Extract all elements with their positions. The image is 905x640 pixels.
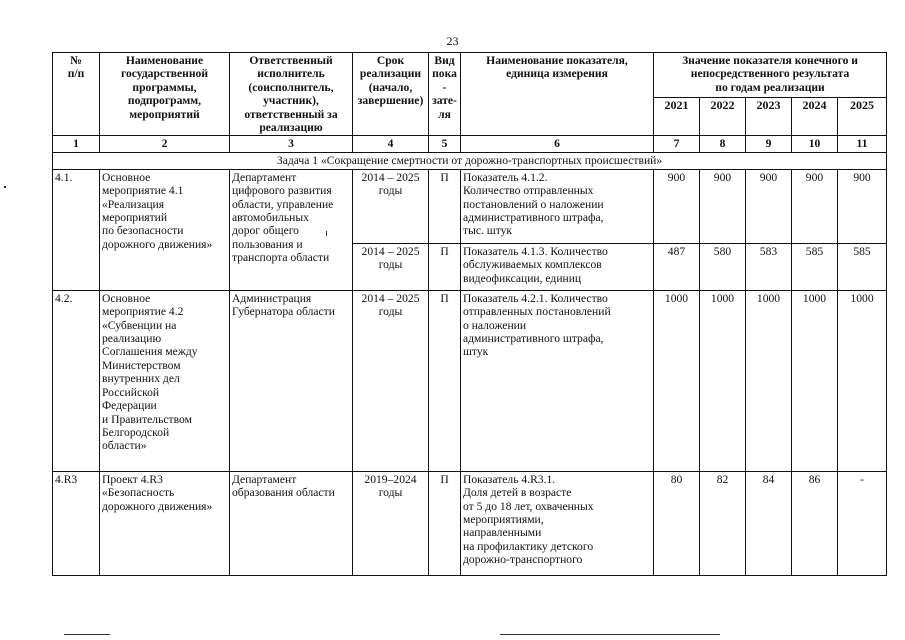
row-executor: Администрация Губернатора области <box>230 290 353 471</box>
row-kind: П <box>429 243 461 290</box>
row-value: 1000 <box>838 290 887 471</box>
row-value: 900 <box>746 169 792 243</box>
header-kind: Вид пока- зате- ля <box>429 53 461 136</box>
column-number: 10 <box>792 136 838 153</box>
header-year: 2024 <box>792 98 838 136</box>
header-term: Срок реализации (начало, завершение) <box>353 53 429 136</box>
header-year: 2025 <box>838 98 887 136</box>
column-numbers-row <box>53 136 887 153</box>
column-number: 5 <box>429 136 461 153</box>
page-number: 23 <box>446 34 459 48</box>
column-number: 6 <box>461 136 654 153</box>
row-value: 585 <box>838 243 887 290</box>
table-row <box>53 471 887 575</box>
row-num: 4.R3 <box>53 471 100 575</box>
row-indicator: Показатель 4.R3.1. Доля детей в возрасте от 5 до 18 лет, охваченных мероприятиями, направленными на профилактику детского дорожно-транспортного <box>461 471 654 575</box>
header-num: № п/п <box>53 53 100 136</box>
row-value: 1000 <box>654 290 700 471</box>
row-value: 487 <box>654 243 700 290</box>
row-kind: П <box>429 290 461 471</box>
row-value: 80 <box>654 471 700 575</box>
row-value: 84 <box>746 471 792 575</box>
scan-artifact <box>500 634 720 635</box>
scan-artifact <box>4 186 6 188</box>
row-value: 1000 <box>792 290 838 471</box>
row-name: Проект 4.R3 «Безопасность дорожного движения» <box>100 471 230 575</box>
row-value: 580 <box>700 243 746 290</box>
column-number: 7 <box>654 136 700 153</box>
row-value: 1000 <box>700 290 746 471</box>
column-number: 9 <box>746 136 792 153</box>
column-number: 1 <box>53 136 100 153</box>
row-kind: П <box>429 169 461 243</box>
row-value: 900 <box>838 169 887 243</box>
row-name: Основное мероприятие 4.1 «Реализация мероприятий по безопасности дорожного движения» <box>100 169 230 290</box>
column-number: 4 <box>353 136 429 153</box>
program-table <box>52 52 887 576</box>
row-value: 585 <box>792 243 838 290</box>
header-year: 2023 <box>746 98 792 136</box>
row-term: 2014 – 2025 годы <box>353 243 429 290</box>
row-term: 2014 – 2025 годы <box>353 169 429 243</box>
column-number: 3 <box>230 136 353 153</box>
header-name: Наименование государственной программы, подпрограмм, мероприятий <box>100 53 230 136</box>
row-value: 86 <box>792 471 838 575</box>
row-value: 82 <box>700 471 746 575</box>
row-num: 4.2. <box>53 290 100 471</box>
row-value: 900 <box>700 169 746 243</box>
column-number: 2 <box>100 136 230 153</box>
row-indicator: Показатель 4.1.3. Количество обслуживаемых комплексов видеофиксации, единиц <box>461 243 654 290</box>
task-row <box>53 153 887 169</box>
header-year: 2022 <box>700 98 746 136</box>
row-kind: П <box>429 471 461 575</box>
column-number: 11 <box>838 136 887 153</box>
row-executor: Департамент образования области <box>230 471 353 575</box>
row-executor: Департамент цифрового развития области, управление автомобильных дорог общего пользования и транспорта области <box>230 169 353 290</box>
row-value: 900 <box>792 169 838 243</box>
table-row <box>53 169 887 243</box>
row-num: 4.1. <box>53 169 100 290</box>
table-row <box>53 290 887 471</box>
row-value: 583 <box>746 243 792 290</box>
header-year: 2021 <box>654 98 700 136</box>
row-value: 1000 <box>746 290 792 471</box>
header-indicator: Наименование показателя, единица измерения <box>461 53 654 136</box>
row-term: 2019–2024 годы <box>353 471 429 575</box>
column-number: 8 <box>700 136 746 153</box>
row-term: 2014 – 2025 годы <box>353 290 429 471</box>
row-value: - <box>838 471 887 575</box>
task-title: Задача 1 «Сокращение смертности от дорожно-транспортных происшествий» <box>53 153 887 169</box>
row-indicator: Показатель 4.1.2. Количество отправленных постановлений о наложении административного штрафа, тыс. штук <box>461 169 654 243</box>
row-name: Основное мероприятие 4.2 «Субвенции на реализацию Соглашения между Министерством внутренних дел Российской Федерации и Правительством Белгородской области» <box>100 290 230 471</box>
header-executor: Ответственный исполнитель (соисполнитель, участник), ответственный за реализацию <box>230 53 353 136</box>
scan-artifact <box>64 634 110 635</box>
header-row <box>53 53 887 98</box>
header-values-group: Значение показателя конечного и непосредственного результата по годам реализации <box>654 53 887 98</box>
scan-artifact <box>326 231 327 236</box>
row-indicator: Показатель 4.2.1. Количество отправленных постановлений о наложении административного штрафа, штук <box>461 290 654 471</box>
row-value: 900 <box>654 169 700 243</box>
